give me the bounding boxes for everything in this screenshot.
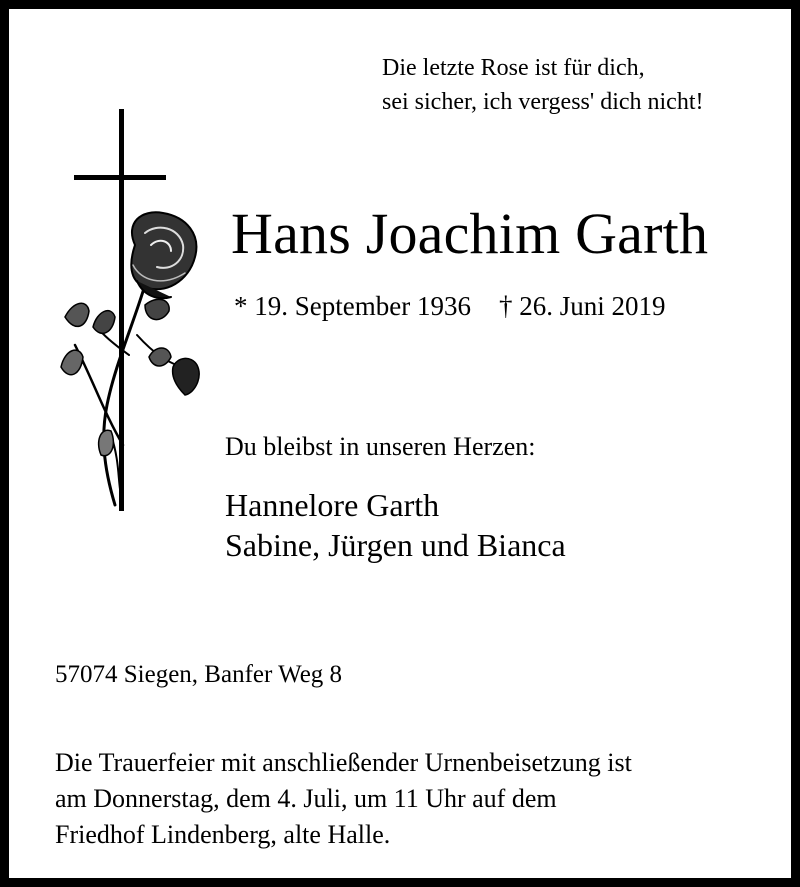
memorial-quote xyxy=(382,51,704,119)
birth-date: * 19. September 1936 xyxy=(234,291,471,321)
ceremony-line: Die Trauerfeier mit anschließender Urnenbeisetzung ist xyxy=(55,748,632,777)
ceremony-line: am Donnerstag, dem 4. Juli, um 11 Uhr auf dem xyxy=(55,784,557,813)
mourner-name: Hannelore Garth xyxy=(225,487,440,523)
ceremony-line: Friedhof Lindenberg, alte Halle. xyxy=(55,820,391,849)
funeral-ceremony-info xyxy=(55,745,632,853)
mourners-list xyxy=(225,485,566,565)
life-dates xyxy=(234,291,665,322)
quote-line-2: sei sicher, ich vergess' dich nicht! xyxy=(382,89,704,115)
family-address: 57074 Siegen, Banfer Weg 8 xyxy=(55,661,343,688)
deceased-name: Hans Joachim Garth xyxy=(231,201,709,266)
death-date: † 26. Juni 2019 xyxy=(498,291,666,321)
quote-line-1: Die letzte Rose ist für dich, xyxy=(382,55,645,81)
mourner-name: Sabine, Jürgen und Bianca xyxy=(225,527,566,563)
cross-with-rose-illustration xyxy=(45,105,215,515)
rose-icon xyxy=(61,212,199,505)
mourners-intro: Du bleibst in unseren Herzen: xyxy=(225,432,536,461)
